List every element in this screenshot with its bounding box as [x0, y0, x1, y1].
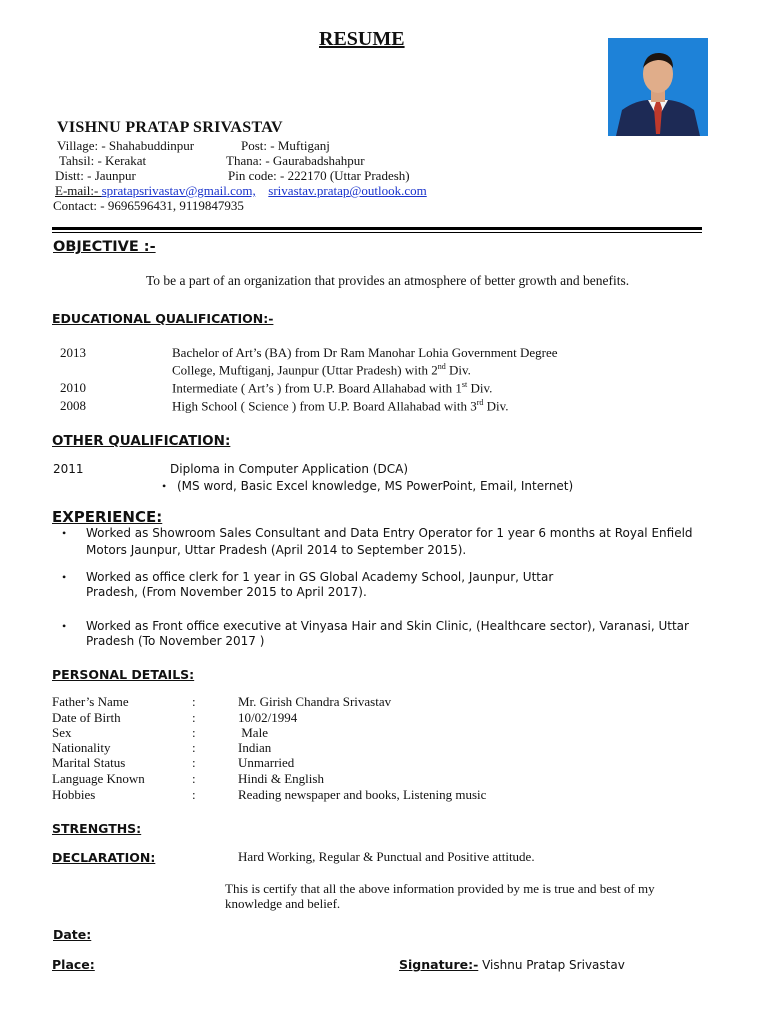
edu-2008-text	[172, 398, 509, 414]
declaration-heading: DECLARATION:	[52, 850, 156, 865]
other-title: Diploma in Computer Application (DCA)	[170, 462, 409, 476]
personal-label: Language Known	[52, 771, 145, 786]
personal-label: Nationality	[52, 740, 111, 755]
personal-sep: :	[192, 725, 196, 740]
bullet-icon: •	[62, 619, 67, 633]
portrait-image	[608, 38, 708, 136]
signature-name: Vishnu Pratap Srivastav	[478, 958, 625, 972]
personal-details-heading: PERSONAL DETAILS:	[52, 667, 195, 682]
edu-year-2010: 2010	[60, 380, 86, 395]
exp-3-line1: Worked as Front office executive at Vinyasa Hair and Skin Clinic, (Healthcare sector), Varanasi, Uttar	[86, 619, 689, 633]
declaration-line1: This is certify that all the above information provided by me is true and best of my	[225, 881, 655, 896]
resume-title: RESUME	[319, 28, 405, 50]
email-label: E-mail:-	[55, 183, 102, 198]
applicant-name: VISHNU PRATAP SRIVASTAV	[57, 119, 283, 136]
edu-2013-sup: nd	[437, 362, 446, 371]
place-label: Place:	[52, 957, 95, 972]
personal-value: Reading newspaper and books, Listening music	[238, 787, 487, 802]
objective-heading: OBJECTIVE :-	[53, 239, 156, 255]
bullet-icon: •	[62, 570, 67, 584]
edu-2008-post: Div.	[483, 398, 509, 414]
personal-sep: :	[192, 771, 196, 786]
personal-sep: :	[192, 787, 196, 802]
email-link-gmail[interactable]: spratapsrivastav@gmail.com,	[101, 183, 256, 198]
post-text: Post: - Muftiganj	[241, 138, 330, 153]
exp-2-line2: Pradesh, (From November 2015 to April 2017).	[86, 585, 367, 599]
strengths-text: Hard Working, Regular & Punctual and Positive attitude.	[238, 849, 535, 864]
personal-value: Unmarried	[238, 755, 295, 770]
personal-sep: :	[192, 710, 196, 725]
thana-text: Thana: - Gaurabadshahpur	[226, 153, 365, 168]
tahsil-text: Tahsil: - Kerakat	[59, 153, 147, 168]
personal-sep: :	[192, 755, 196, 770]
edu-2008-sup: rd	[476, 398, 484, 407]
edu-2010-text	[172, 380, 492, 396]
other-bullet-text: (MS word, Basic Excel knowledge, MS PowerPoint, Email, Internet)	[177, 479, 574, 493]
email-row	[55, 183, 427, 199]
strengths-heading: STRENGTHS:	[52, 821, 142, 836]
personal-value: Male	[238, 725, 268, 740]
other-year: 2011	[53, 462, 84, 476]
personal-label: Date of Birth	[52, 710, 121, 725]
edu-2013-line2	[172, 362, 471, 378]
profile-photo	[608, 38, 708, 136]
edu-2013-line2-text: College, Muftiganj, Jaunpur (Uttar Pradesh) with 2	[172, 362, 438, 378]
header-divider-thick	[52, 227, 702, 230]
exp-2-line1: Worked as office clerk for 1 year in GS Global Academy School, Jaunpur, Uttar	[86, 570, 554, 584]
pincode-text: Pin code: - 222170 (Uttar Pradesh)	[228, 168, 410, 183]
objective-text: To be a part of an organization that provides an atmosphere of better growth and benefits.	[146, 273, 630, 288]
edu-2008-pre: High School ( Science ) from U.P. Board Allahabad with 3	[172, 398, 477, 414]
signature-row	[399, 956, 625, 974]
personal-label: Marital Status	[52, 755, 126, 770]
edu-2010-pre: Intermediate ( Art’s ) from U.P. Board Allahabad with 1	[172, 380, 462, 396]
personal-value: Hindi & English	[238, 771, 324, 786]
village-text: Village: - Shahabuddinpur	[57, 138, 195, 153]
edu-2013-line1: Bachelor of Art’s (BA) from Dr Ram Manohar Lohia Government Degree	[172, 345, 558, 360]
personal-sep: :	[192, 740, 196, 755]
edu-2010-post: Div.	[467, 380, 493, 396]
personal-value: Mr. Girish Chandra Srivastav	[238, 694, 392, 709]
contact-text: Contact: - 9696596431, 9119847935	[53, 198, 244, 213]
exp-1-line1: Worked as Showroom Sales Consultant and Data Entry Operator for 1 year 6 months at Royal Enfield	[86, 526, 693, 540]
edu-year-2013: 2013	[60, 345, 86, 360]
personal-label: Father’s Name	[52, 694, 129, 709]
header-divider-thin	[52, 232, 702, 233]
exp-1-line2: Motors Jaunpur, Uttar Pradesh (April 2014 to September 2015).	[86, 543, 467, 557]
education-heading: EDUCATIONAL QUALIFICATION:-	[52, 311, 274, 326]
personal-label: Sex	[52, 725, 72, 740]
personal-value: Indian	[238, 740, 272, 755]
personal-sep: :	[192, 694, 196, 709]
personal-label: Hobbies	[52, 787, 96, 802]
edu-2010-sup: st	[461, 380, 468, 389]
personal-value: 10/02/1994	[238, 710, 298, 725]
declaration-line2: knowledge and belief.	[225, 896, 341, 911]
exp-3-line2: Pradesh (To November 2017 )	[86, 634, 265, 648]
edu-year-2008: 2008	[60, 398, 86, 413]
signature-label: Signature:-	[399, 957, 479, 972]
bullet-icon: •	[62, 526, 67, 540]
edu-2013-line2-post: Div.	[445, 362, 471, 378]
email-link-outlook[interactable]: srivastav.pratap@outlook.com	[268, 183, 427, 198]
bullet-icon: •	[162, 479, 167, 493]
date-label: Date:	[53, 927, 92, 942]
experience-heading: EXPERIENCE:	[52, 508, 163, 526]
other-qualification-heading: OTHER QUALIFICATION:	[52, 433, 231, 449]
distt-text: Distt: - Jaunpur	[55, 168, 136, 183]
